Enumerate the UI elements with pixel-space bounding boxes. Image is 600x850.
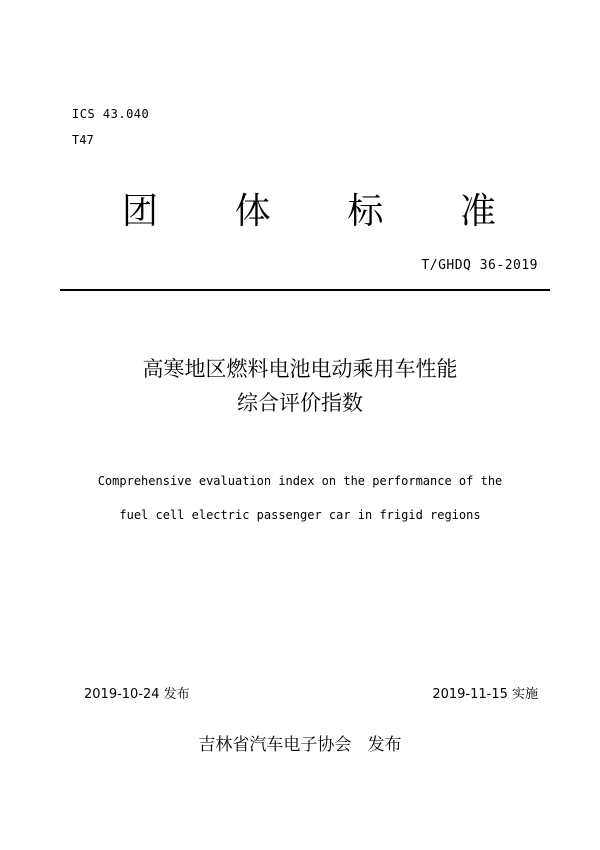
chinese-title-line-1: 高寒地区燃料电池电动乘用车性能: [142, 357, 458, 381]
english-title: [0, 464, 600, 532]
publisher: 吉林省汽车电子协会 发布: [198, 735, 402, 755]
standard-type-char-1: 团: [122, 191, 159, 232]
standard-type-char-4: 准: [459, 191, 496, 232]
chinese-title: [0, 352, 600, 420]
ics-code: ICS 43.040: [72, 107, 150, 121]
ccs-code: T47: [72, 133, 94, 147]
english-title-line-2: fuel cell electric passenger car in frigid regions: [119, 508, 481, 522]
issue-date: 2019-10-24 发布: [84, 687, 190, 702]
implementation-date: 2019-11-15 实施: [432, 687, 538, 702]
standard-type-char-3: 标: [347, 191, 384, 232]
english-title-line-1: Comprehensive evaluation index on the performance of the: [97, 474, 503, 488]
header-divider: [60, 289, 550, 291]
standard-type-heading: [0, 186, 600, 238]
chinese-title-line-2: 综合评价指数: [237, 391, 363, 415]
standard-number: T/GHDQ 36-2019: [421, 258, 538, 273]
standard-type-char-2: 体: [234, 191, 271, 232]
